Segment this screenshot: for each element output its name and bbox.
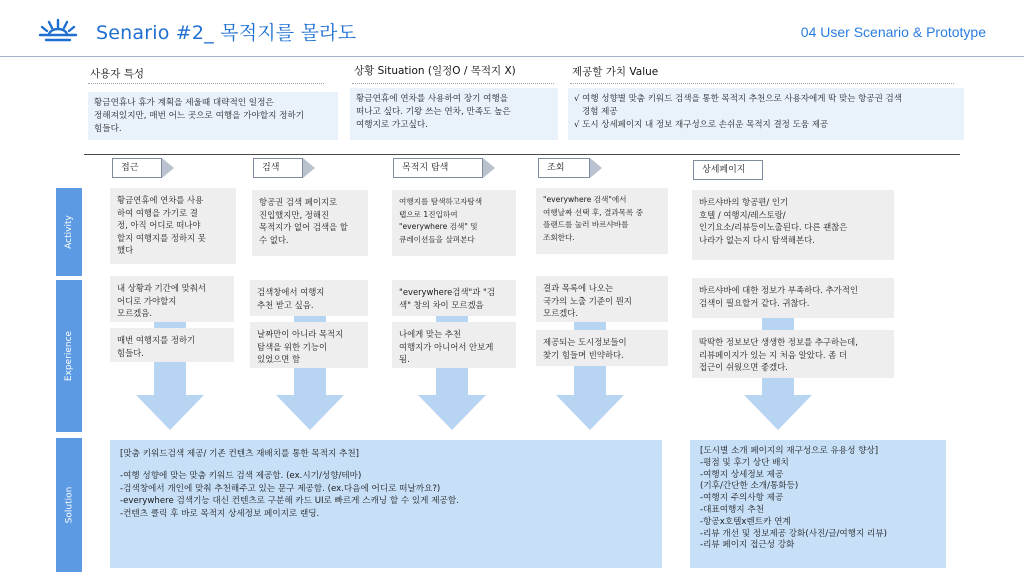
- experience-line: 날짜만이 아니라 목적지: [257, 329, 344, 339]
- solution-box-search: [110, 440, 662, 568]
- solution-line: -컨텐츠 클릭 후 바로 목적지 상세정보 페이지로 랜딩.: [120, 508, 320, 519]
- situation-divider: [352, 83, 554, 84]
- solution-line: -대표여행지 추천: [700, 504, 764, 515]
- header-divider: [0, 56, 1024, 57]
- stage-tab-detail: 상세페이지: [693, 160, 763, 180]
- experience-line: 리뷰페이지가 있는 지 처음 알았다. 좀 더: [699, 349, 848, 360]
- activity-line: 하여 여행을 가기로 결: [117, 207, 198, 218]
- activity-line: 항공권 검색 페이지로: [259, 197, 338, 207]
- solution-line: -여행지 상세정보 제공: [700, 469, 784, 480]
- experience-card-search-1: [250, 280, 368, 316]
- activity-line: 했다: [117, 245, 134, 256]
- sunrise-logo-icon: [38, 18, 78, 44]
- activity-line: 인기요소/리뷰등이노출된다. 다른 괜찮은: [699, 222, 848, 233]
- stage-tab-lookup: 조회: [538, 158, 590, 178]
- value-box: [568, 88, 964, 140]
- stage-arrow-icon: [483, 158, 495, 178]
- experience-line: 모르겠다.: [543, 308, 579, 319]
- activity-card-explore: [392, 190, 516, 256]
- value-line: √ 여행 성향별 맞춤 키워드 검색을 통한 목적지 추천으로 사용자에게 딱 맞는 항공권 검색: [574, 94, 902, 104]
- value-line: √ 도시 상세페이지 내 정보 재구성으로 손쉬운 목적지 결정 도움 제공: [574, 120, 829, 130]
- solution-line: -여행 성향에 맞는 맞춤 키워드 검색 제공함. (ex.시기/성향/테마): [120, 471, 362, 482]
- value-line: 경험 제공: [582, 107, 618, 117]
- experience-card-approach-2: [110, 328, 234, 362]
- experience-line: 매번 여행지를 정하기: [117, 335, 196, 345]
- stage-tab-approach: 접근: [112, 158, 162, 178]
- activity-line: 할지 여행지를 정하지 못: [117, 232, 206, 243]
- situation-line: 여행지로 가고싶다.: [356, 120, 428, 130]
- activity-line: 정, 아직 어디로 떠나야: [117, 220, 201, 231]
- solution-line: -리뷰 페이지 접근성 강화: [700, 540, 795, 551]
- situation-line: 떠나고 싶다. 기왕 쓰는 연차, 만족도 높은: [356, 107, 511, 117]
- situation-box: [350, 88, 558, 140]
- activity-card-search: [252, 190, 368, 256]
- solution-band-label: [56, 438, 82, 572]
- solution-line: (기후/간단한 소개/통화등): [700, 481, 799, 492]
- stage-arrow-icon: [303, 158, 315, 178]
- experience-line: 딱딱한 정보보단 생생한 정보를 추구하는데,: [699, 337, 858, 347]
- user-traits-title: 사용자 특성: [90, 68, 145, 80]
- activity-line: 황금연휴에 연차를 사용: [117, 195, 204, 205]
- experience-line: 검색이 필요할거 같다. 귀찮다.: [699, 297, 810, 308]
- solution-line: -everywhere 검색기능 대신 컨텐츠로 구분해 카드 UI로 빠르게 스캐닝 할 수 있게 제공함.: [120, 496, 459, 507]
- value-title: 제공할 가치 Value: [572, 66, 659, 78]
- experience-card-explore-2: [392, 322, 516, 368]
- solution-line: -평점 및 후기 상단 배치: [700, 457, 789, 468]
- solution-heading: [맞춤 키워드검색 제공/ 기존 컨텐츠 재배치를 통한 목적지 추천]: [120, 449, 359, 459]
- section-divider: [84, 154, 960, 155]
- experience-card-detail-2: [692, 330, 894, 378]
- stage-tab-explore: 목적지 탐색: [393, 158, 483, 178]
- experience-line: 탐색을 위한 기능이: [257, 341, 328, 352]
- activity-line: 수 없다.: [259, 234, 289, 245]
- stage-arrow-icon: [590, 158, 602, 178]
- page-title: Senario #2_ 목적지를 몰라도: [96, 22, 357, 44]
- solution-line: -항공x호텔x렌트카 연계: [700, 516, 791, 527]
- stage-arrow-icon: [162, 158, 174, 178]
- activity-line: 여행지를 탐색하고자탐색: [399, 197, 483, 206]
- activity-line: 큐레이션들을 살펴본다: [399, 234, 475, 244]
- activity-line: 탭으로 1진입하여: [399, 209, 458, 219]
- activity-line: 목적지가 없어 검색을 할: [259, 222, 348, 233]
- activity-card-approach: [110, 188, 236, 264]
- experience-card-search-2: [250, 322, 368, 368]
- experience-line: 결과 목록에 나오는: [543, 283, 614, 293]
- experience-card-approach-1: [110, 276, 234, 322]
- experience-card-detail-1: [692, 278, 894, 318]
- activity-card-detail: [692, 190, 894, 260]
- section-label: 04 User Scenario & Prototype: [800, 24, 986, 40]
- value-divider: [570, 83, 954, 84]
- stage-tab-search: 검색: [253, 158, 303, 178]
- experience-line: 어디로 가야할지: [117, 295, 177, 306]
- activity-line: "everywhere 검색" 및: [399, 222, 478, 232]
- solution-band-text: Solution: [64, 486, 75, 524]
- activity-line: 호텔 / 여행지/레스토랑/: [699, 209, 786, 220]
- user-traits-divider: [88, 83, 324, 84]
- experience-line: 추천 받고 싶음.: [257, 299, 314, 310]
- solution-line: -여행지 주의사항 제공: [700, 493, 784, 504]
- activity-line: 나라가 없는지 다시 탐색해본다.: [699, 234, 815, 245]
- activity-line: 여행날짜 선택 후, 결과목록 중: [543, 207, 644, 217]
- activity-card-lookup: [536, 188, 668, 254]
- experience-card-explore-1: [392, 280, 516, 316]
- user-traits-line: 정해져있지만, 매번 어느 곳으로 여행을 가야할지 정하기: [94, 111, 305, 121]
- solution-line: -리뷰 개선 및 정보제공 강화(사진/글/여행지 리뷰): [700, 528, 887, 539]
- experience-line: "everywhere검색"과 "검: [399, 287, 495, 297]
- experience-line: 됨.: [399, 354, 410, 365]
- experience-line: 찾기 힘들며 빈약하다.: [543, 349, 624, 360]
- experience-line: 색" 창의 차이 모르겠음: [399, 299, 484, 310]
- user-traits-box: [88, 92, 338, 140]
- experience-line: 나에게 맞는 추천: [399, 329, 461, 339]
- solution-heading: [도시별 소개 페이지의 재구성으로 유용성 향상]: [700, 446, 879, 456]
- activity-line: 바르샤바의 항공편/ 인기: [699, 197, 789, 207]
- experience-line: 국가의 노출 기준이 뭔지: [543, 295, 632, 306]
- experience-card-lookup-1: [536, 276, 668, 322]
- situation-title: 상황 Situation (일정O / 목적지 X): [354, 65, 516, 77]
- activity-line: 플랜드를 눌러 바르샤바를: [543, 220, 629, 230]
- experience-band-label: [56, 280, 82, 432]
- activity-line: 조회한다.: [543, 232, 575, 242]
- user-traits-line: 황금연휴나 휴가 계획을 세울때 대략적인 일정은: [94, 98, 274, 108]
- experience-line: 있었으면 함: [257, 354, 301, 365]
- experience-line: 힘들다.: [117, 347, 144, 358]
- situation-line: 황금연휴에 연차를 사용하여 장기 여행을: [356, 94, 509, 104]
- experience-band-text: Experience: [64, 330, 75, 382]
- experience-line: 검색창에서 여행지: [257, 287, 325, 297]
- activity-band-text: Activity: [64, 215, 75, 249]
- experience-card-lookup-2: [536, 330, 668, 366]
- experience-line: 제공되는 도시정보들이: [543, 337, 627, 347]
- experience-line: 바르샤바에 대한 정보가 부족하다. 추가적인: [699, 285, 858, 295]
- solution-line: -검색창에서 개인에 맞춰 추천해주고 있는 문구 제공함. (ex.다음에 어디로 떠날까요?): [120, 483, 441, 494]
- experience-line: 모르겠음.: [117, 308, 153, 319]
- user-traits-line: 힘들다.: [94, 124, 122, 134]
- activity-band-label: [56, 188, 82, 276]
- experience-line: 접근이 쉬웠으면 좋겠다.: [699, 362, 788, 373]
- experience-line: 여행지가 아니어서 안보게: [399, 341, 494, 352]
- solution-box-detail: [690, 440, 946, 568]
- experience-line: 내 상황과 기간에 맞춰서: [117, 283, 206, 293]
- activity-line: "everywhere 검색"에서: [543, 195, 627, 204]
- activity-line: 진입했지만, 정해진: [259, 209, 330, 220]
